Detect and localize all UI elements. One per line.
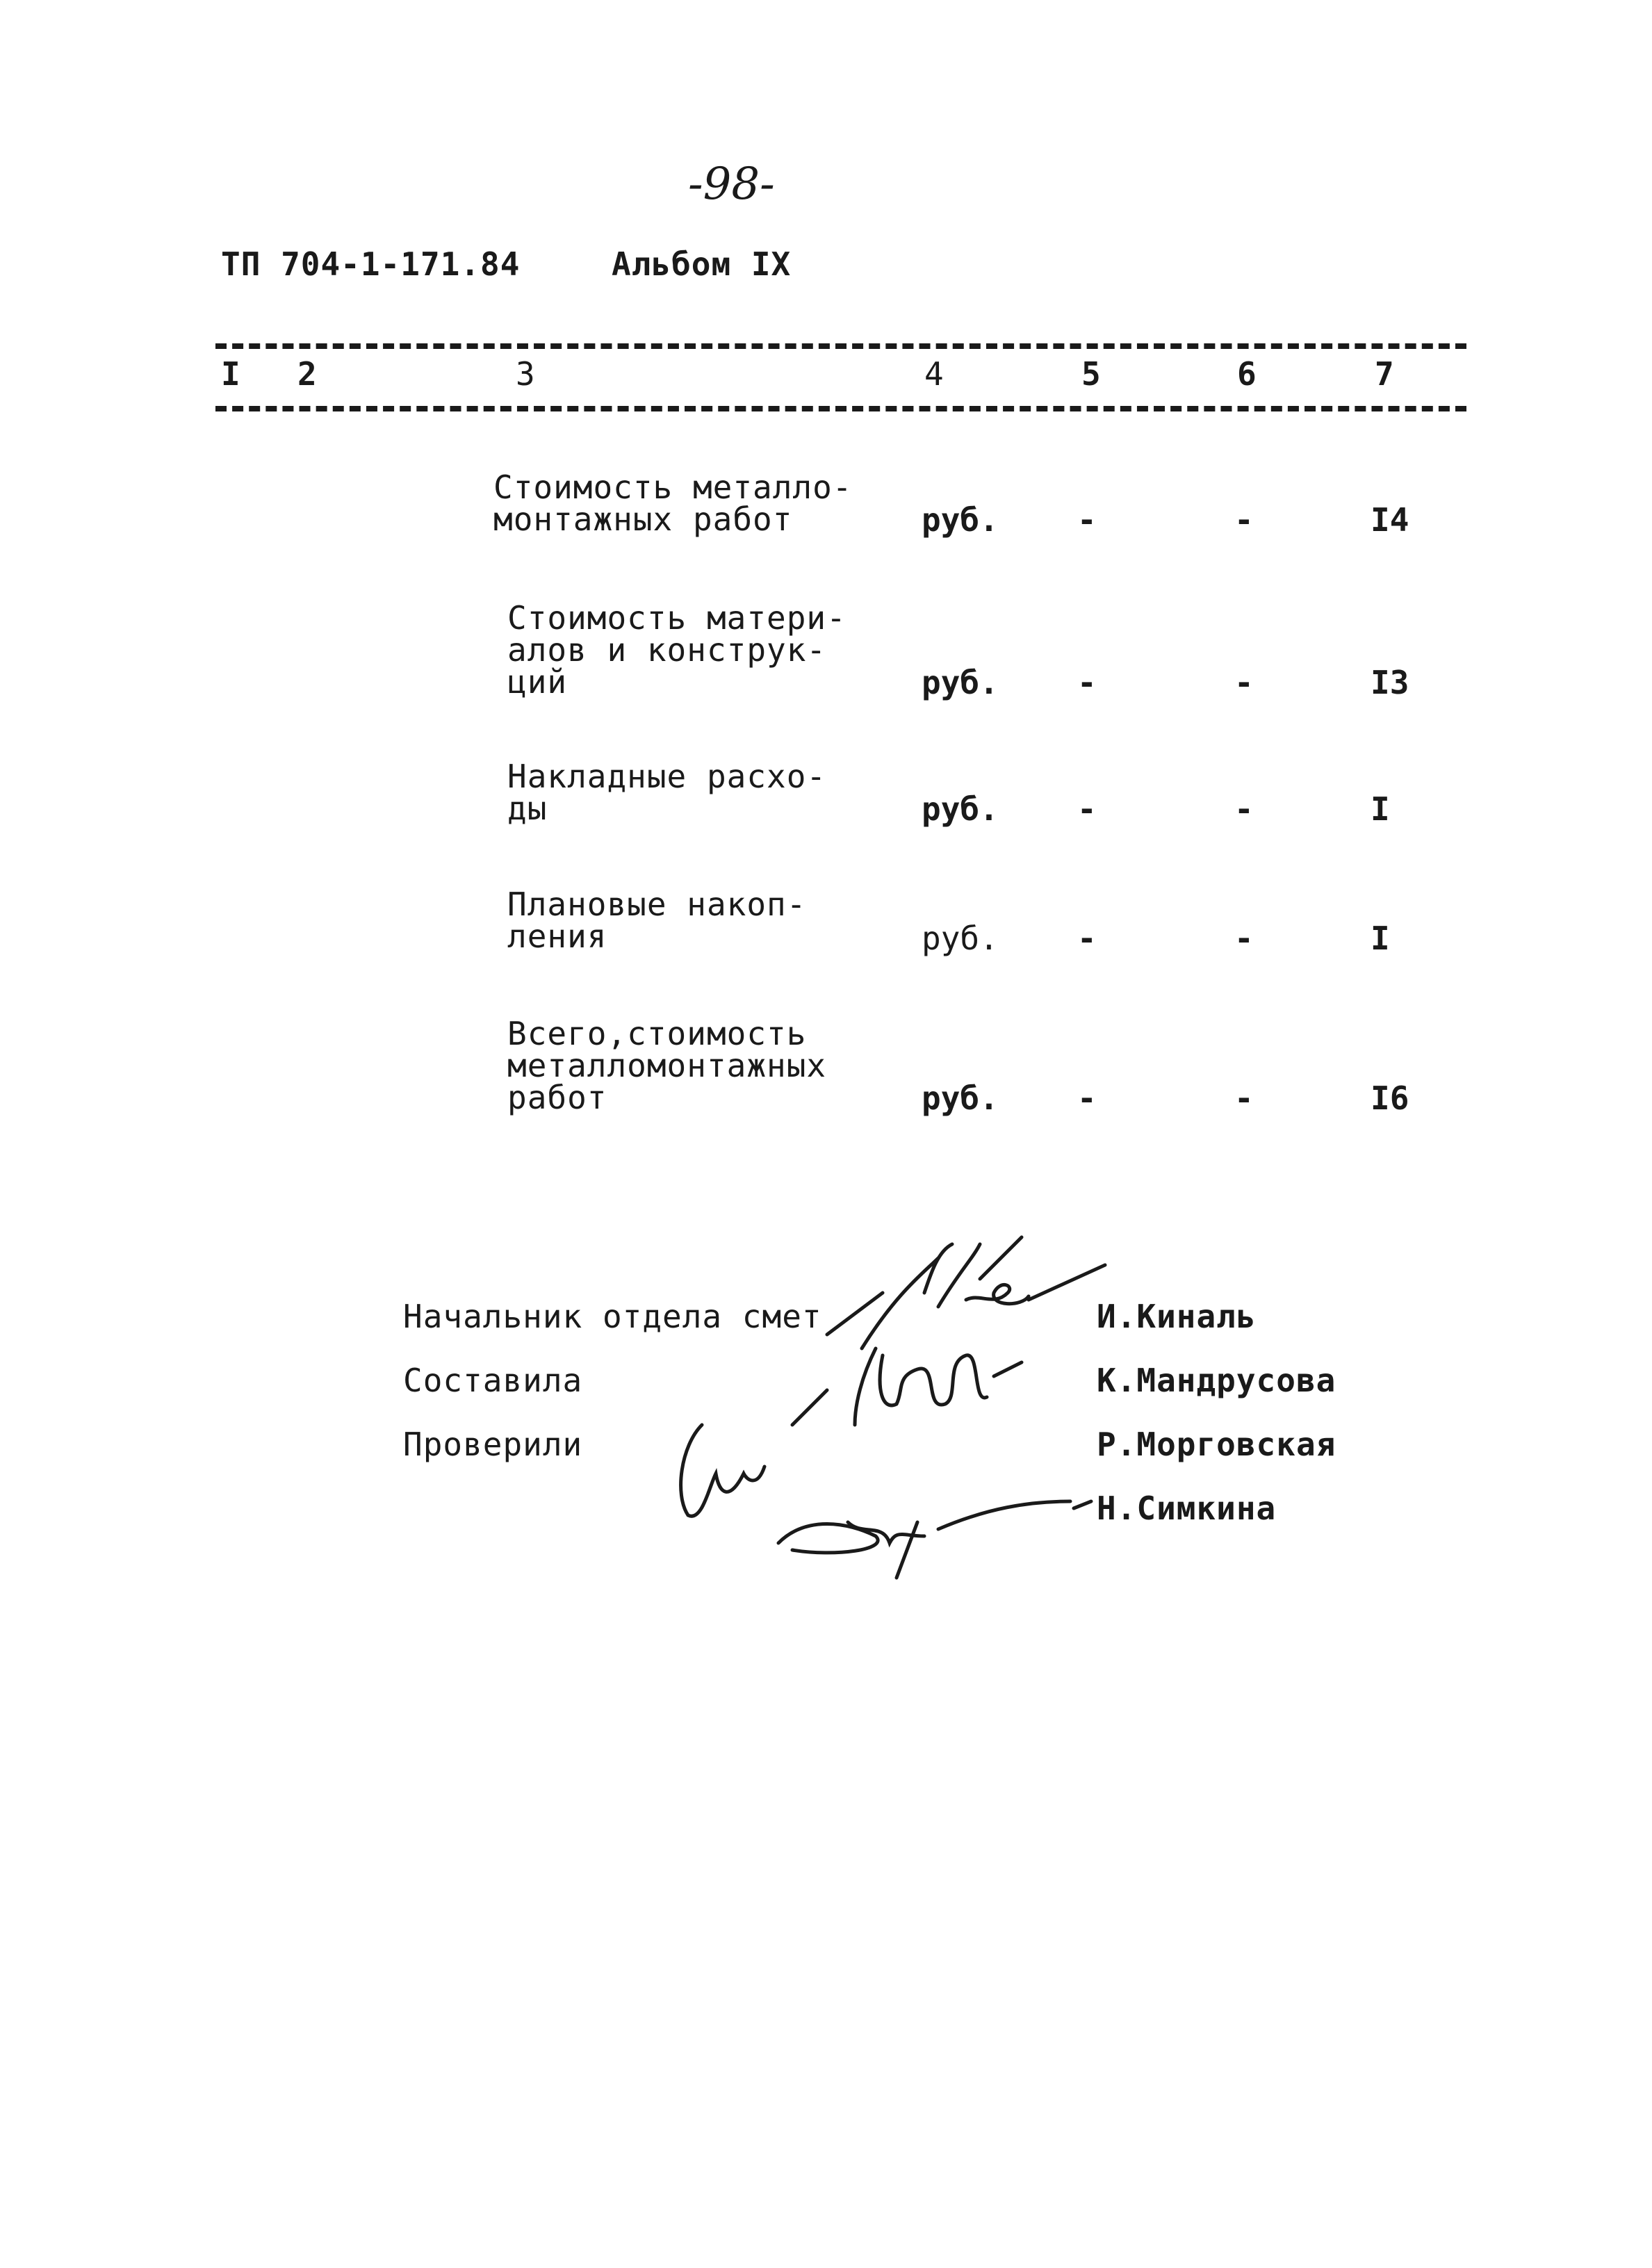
row-value: I3: [1371, 664, 1409, 701]
row-description: Стоимость матери- алов и конструк- ций: [507, 599, 847, 701]
row-unit: руб.: [922, 501, 999, 539]
signer-role: Составила: [403, 1362, 583, 1399]
col-header-7: 7: [1375, 355, 1394, 393]
signer-name: Р.Морговская: [1097, 1426, 1336, 1463]
signer-name: Н.Симкина: [1097, 1490, 1277, 1527]
row-description: Накладные расхо- ды: [507, 758, 827, 827]
signer-name: К.Мандрусова: [1097, 1362, 1336, 1399]
row-description: Стоимость металло- монтажных работ: [493, 468, 853, 538]
row-description: Плановые накоп- ления: [507, 886, 807, 955]
row-col5: -: [1077, 1079, 1097, 1117]
row-unit: руб.: [922, 664, 999, 701]
doc-code: ТП 704-1-171.84: [221, 245, 521, 283]
signature-simkina: [764, 1480, 1098, 1585]
row-value: I4: [1371, 501, 1409, 539]
row-col6: -: [1234, 920, 1254, 957]
row-col5: -: [1077, 790, 1097, 828]
col-header-4: 4: [924, 355, 944, 393]
row-col6: -: [1234, 790, 1254, 828]
col-header-5: 5: [1081, 355, 1101, 393]
row-unit: руб.: [922, 1079, 999, 1117]
row-col5: -: [1077, 501, 1097, 539]
page-number: -98-: [688, 158, 775, 210]
table-header-rule: [215, 406, 1466, 411]
row-unit: руб.: [922, 790, 999, 828]
table-top-rule: [215, 343, 1466, 349]
row-col5: -: [1077, 920, 1097, 957]
row-value: I6: [1371, 1079, 1409, 1117]
signer-name: И.Киналь: [1097, 1298, 1257, 1335]
row-unit: руб.: [922, 920, 999, 957]
row-value: I: [1371, 920, 1390, 957]
row-col6: -: [1234, 1079, 1254, 1117]
album-label: Альбом IX: [612, 245, 792, 283]
col-header-3: 3: [516, 355, 535, 393]
col-header-1: I: [221, 355, 240, 393]
col-header-2: 2: [297, 355, 317, 393]
col-header-6: 6: [1237, 355, 1257, 393]
signature-mandrusova: [778, 1335, 1029, 1439]
row-col5: -: [1077, 664, 1097, 701]
signature-morgovskaya: [667, 1418, 778, 1529]
signer-role: Начальник отдела смет: [403, 1298, 822, 1335]
row-col6: -: [1234, 501, 1254, 539]
row-description: Всего,стоимость металломонтажных работ: [507, 1015, 827, 1116]
row-value: I: [1371, 790, 1390, 828]
row-col6: -: [1234, 664, 1254, 701]
signer-role: Проверили: [403, 1426, 583, 1463]
